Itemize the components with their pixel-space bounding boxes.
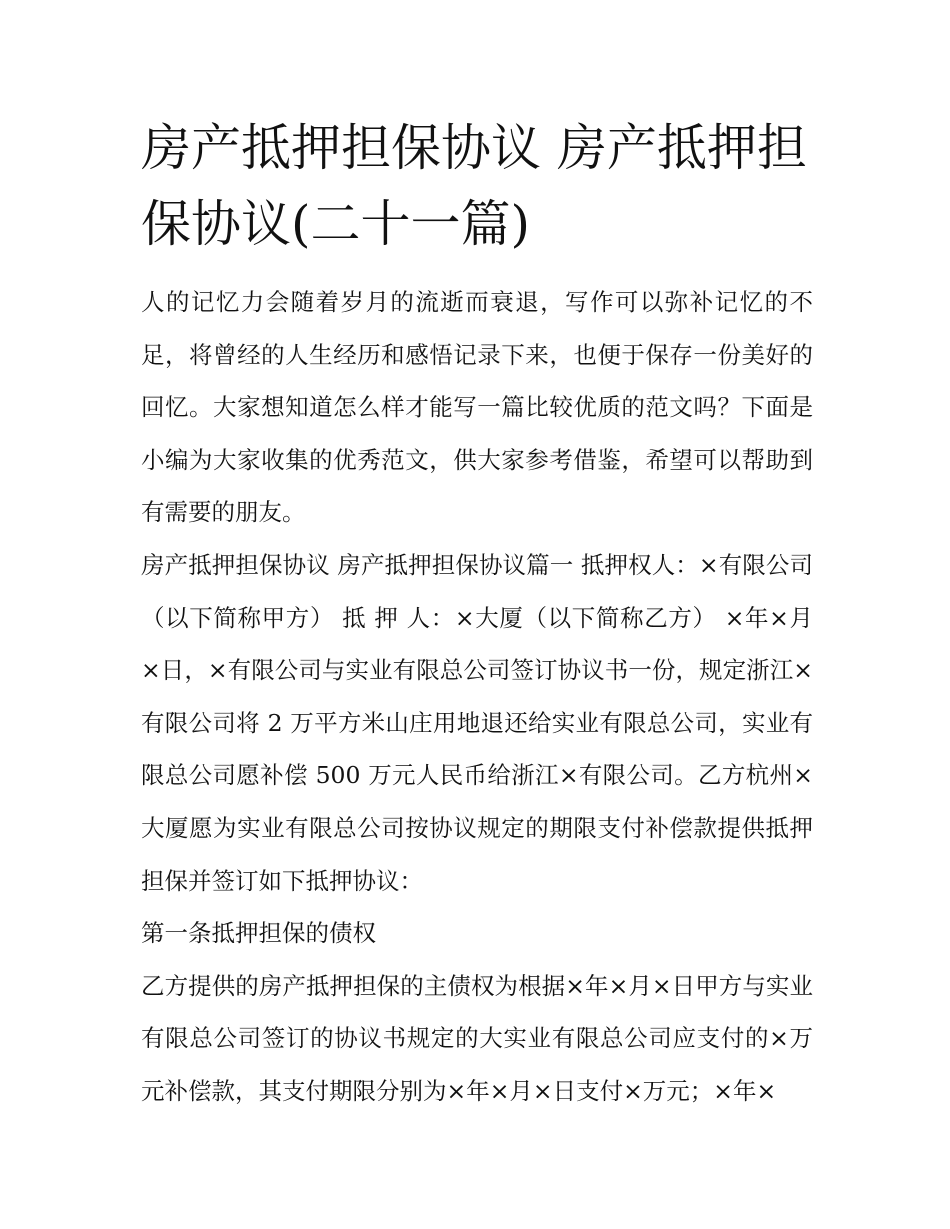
intro-paragraph: 人的记忆力会随着岁月的流逝而衰退，写作可以弥补记忆的不足，将曾经的人生经历和感悟记录下来，也便于保存一份美好的回忆。大家想知道怎么样才能写一篇比较优质的范文吗？下面是小编为大家收集的优秀范文，供大家参考借鉴，希望可以帮助到有需要的朋友。 bbox=[141, 288, 813, 527]
article-heading: 第一条抵押担保的债权 bbox=[141, 919, 376, 948]
document-body bbox=[141, 110, 813, 1118]
agreement-preamble-paragraph: 房产抵押担保协议 房产抵押担保协议篇一 抵押权人：×有限公司（以下简称甲方） 抵 押 人：×大厦（以下简称乙方） ×年×月×日，×有限公司与实业有限总公司签订协议书一份，规定浙江×有限公司将 2 万平方米山庄用地退还给实业有限总公司，实业有限总公司愿补偿 500 万元人民币给浙江×有限公司。乙方杭州×大厦愿为实业有限总公司按协议规定的期限支付补偿款提供抵押担保并签订如下抵押协议： bbox=[141, 550, 813, 895]
article-body-paragraph: 乙方提供的房产抵押担保的主债权为根据×年×月×日甲方与实业有限总公司签订的协议书规定的大实业有限总公司应支付的×万元补偿款，其支付期限分别为×年×月×日支付×万元；×年× bbox=[141, 971, 813, 1105]
document-title: 房产抵押担保协议 房产抵押担保协议(二十一篇) bbox=[141, 119, 807, 253]
